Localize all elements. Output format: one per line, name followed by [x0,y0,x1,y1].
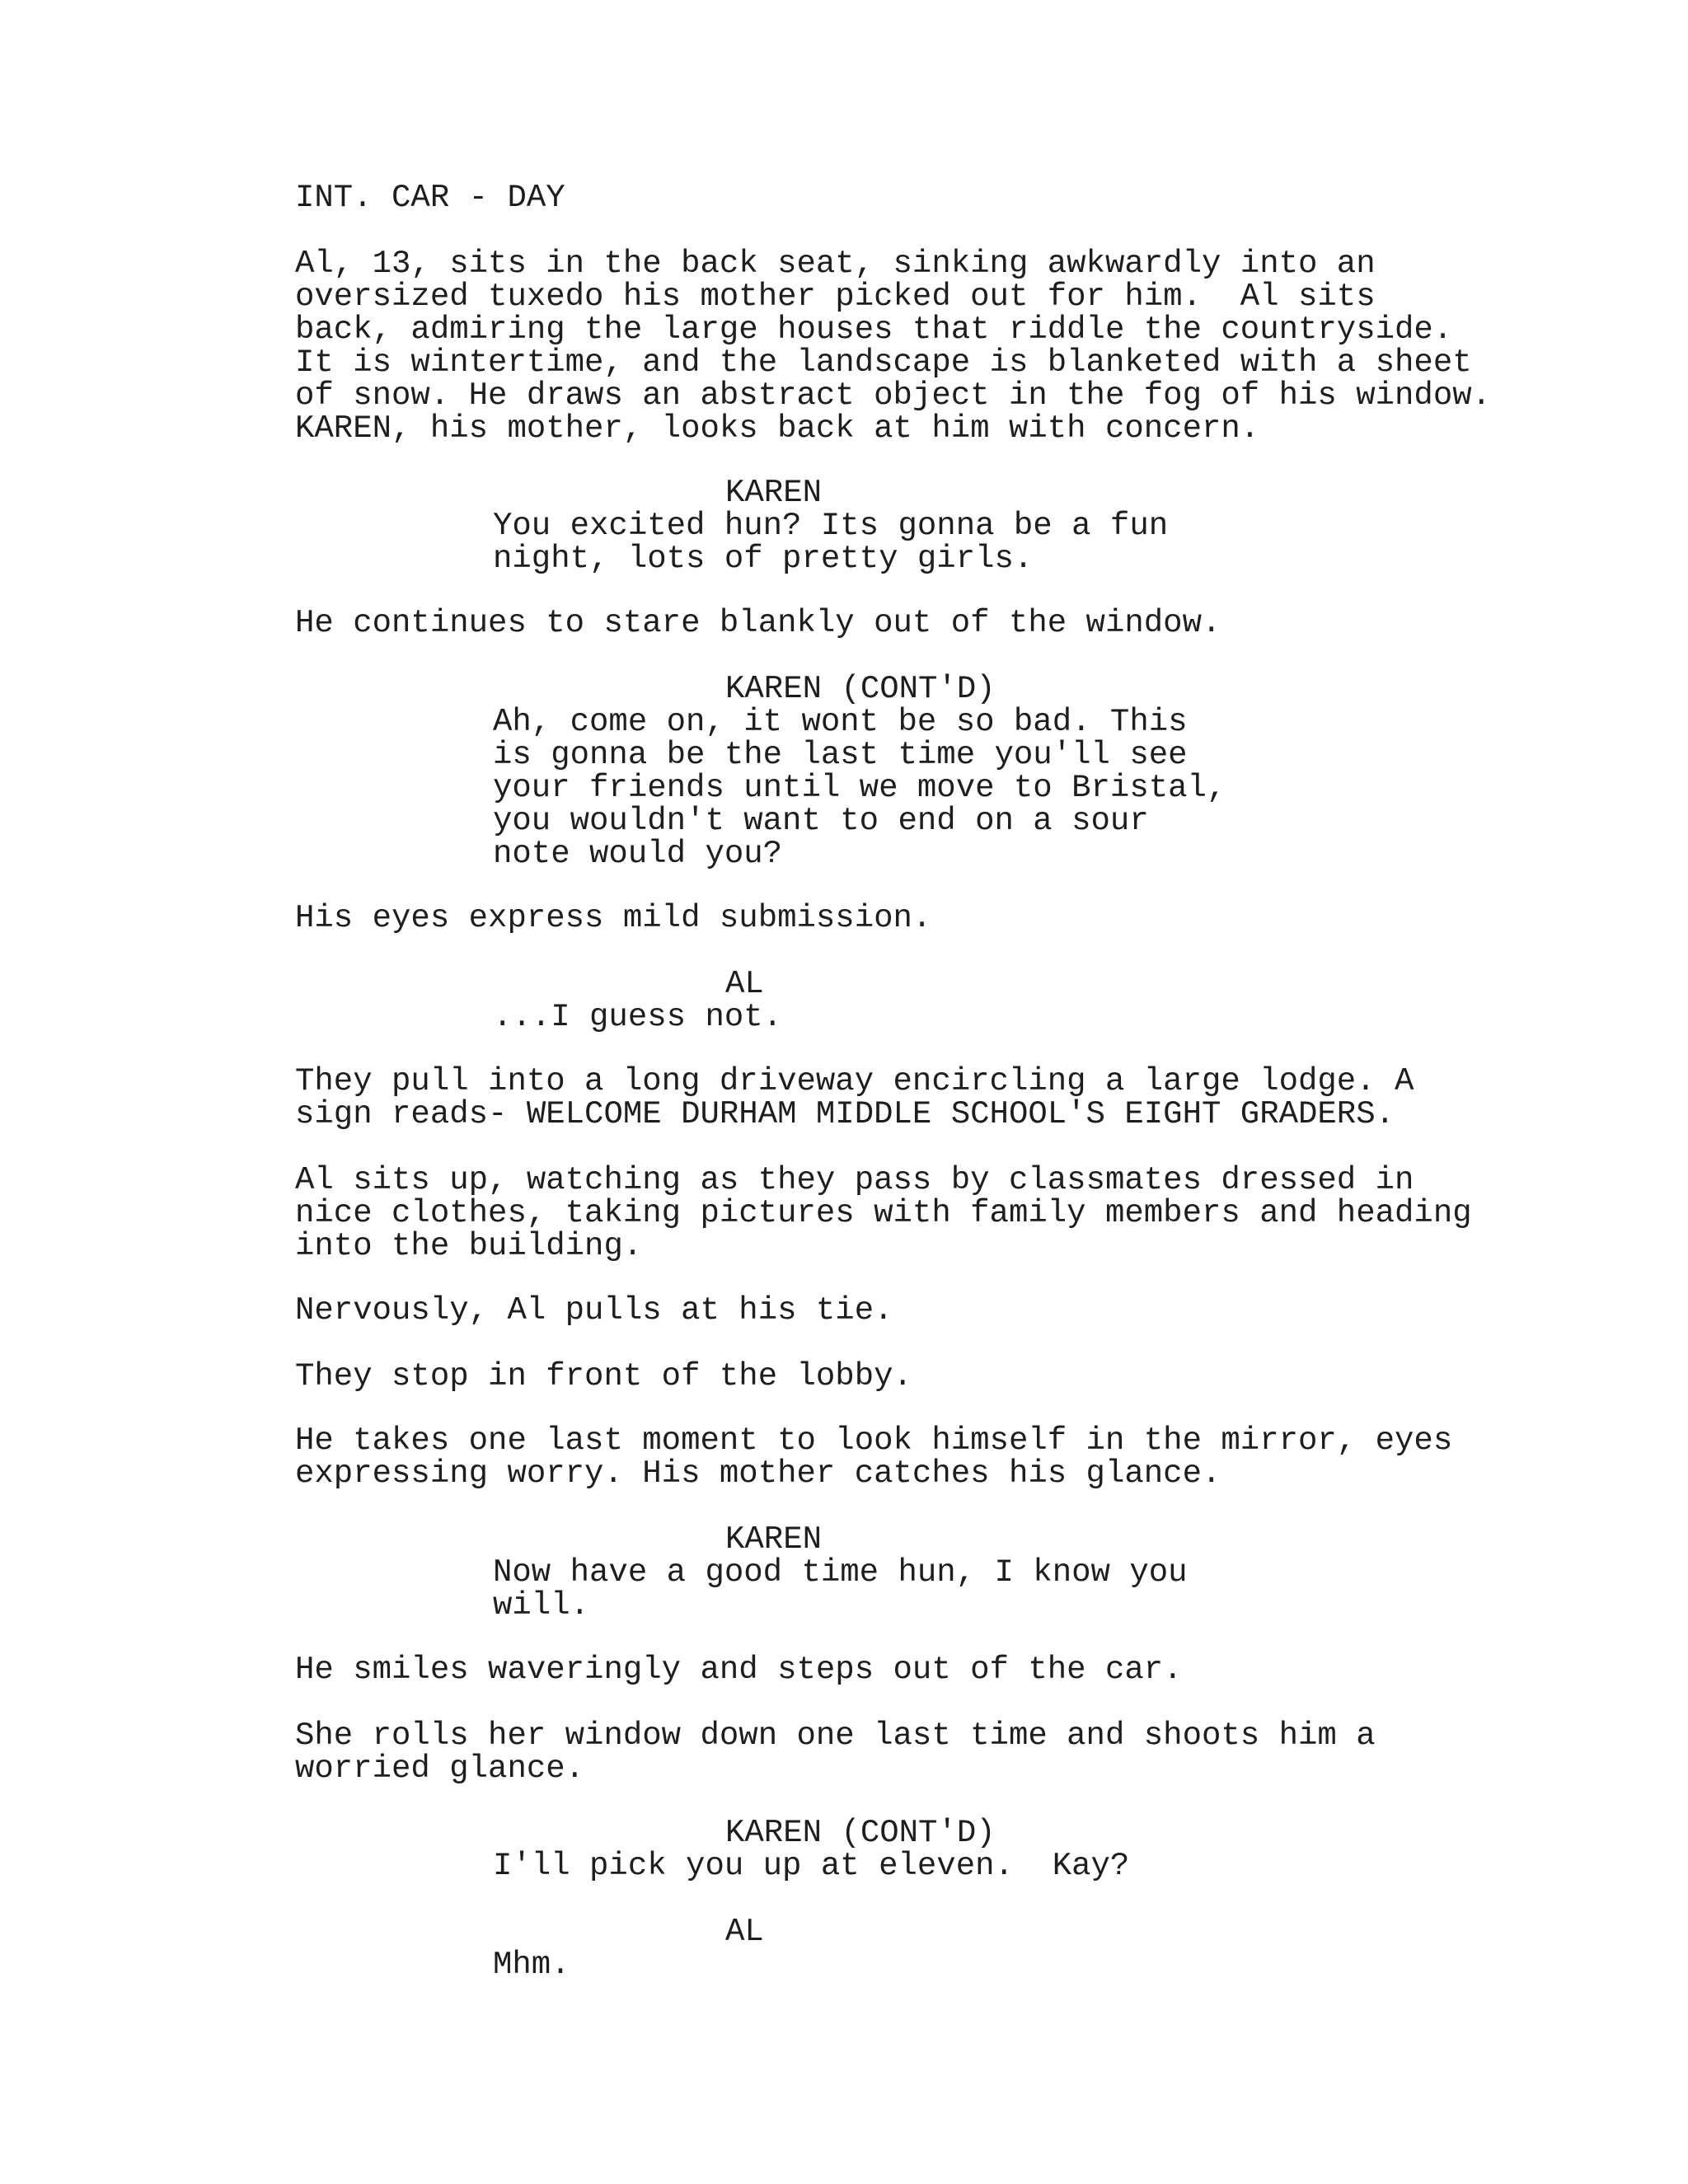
action-line: He takes one last moment to look himself in the mirror, eyes [295,1422,1453,1459]
dialogue-line: I'll pick you up at eleven. Kay? [493,1848,1130,1884]
action-line: oversized tuxedo his mother picked out for him. Al sits [295,279,1376,315]
character-cue: KAREN [725,475,823,511]
character-cue: KAREN (CONT'D) [725,671,996,707]
dialogue-line: Mhm. [493,1947,570,1983]
dialogue-line: will. [493,1587,590,1624]
action-line: KAREN, his mother, looks back at him with concern. [295,410,1260,447]
dialogue-line: note would you? [493,836,783,872]
character-cue: KAREN [725,1521,823,1558]
dialogue-line: You excited hun? Its gonna be a fun [493,508,1169,544]
action-line: back, admiring the large houses that riddle the countryside. [295,312,1453,348]
action-line: Al sits up, watching as they pass by classmates dressed in [295,1162,1414,1198]
dialogue-line: is gonna be the last time you'll see [493,737,1188,773]
dialogue-line: you wouldn't want to end on a sour [493,803,1149,839]
action-line: sign reads- WELCOME DURHAM MIDDLE SCHOOL'S EIGHT GRADERS. [295,1096,1395,1132]
dialogue-line: ...I guess not. [493,999,783,1035]
action-line: nice clothes, taking pictures with family members and heading [295,1195,1472,1231]
dialogue-line: night, lots of pretty girls. [493,541,1034,577]
action-line: It is wintertime, and the landscape is blanketed with a sheet [295,344,1472,381]
scene-heading: INT. CAR - DAY [295,180,565,216]
action-line: He smiles waveringly and steps out of the car. [295,1652,1183,1688]
action-line: He continues to stare blankly out of the window. [295,605,1221,641]
dialogue-line: your friends until we move to Bristal, [493,770,1226,806]
action-line: of snow. He draws an abstract object in the fog of his window. [295,377,1492,414]
action-line: into the building. [295,1228,643,1264]
action-line: expressing worry. His mother catches his glance. [295,1455,1221,1492]
character-cue: AL [725,966,764,1002]
character-cue: AL [725,1914,764,1950]
action-line: They stop in front of the lobby. [295,1358,912,1394]
action-line: Al, 13, sits in the back seat, sinking awkwardly into an [295,246,1376,282]
action-line: She rolls her window down one last time and shoots him a [295,1718,1376,1754]
action-line: They pull into a long driveway encircling a large lodge. A [295,1063,1414,1099]
action-line: worried glance. [295,1750,585,1787]
action-line: His eyes express mild submission. [295,900,932,936]
dialogue-line: Now have a good time hun, I know you [493,1554,1188,1591]
character-cue: KAREN (CONT'D) [725,1815,996,1851]
action-line: Nervously, Al pulls at his tie. [295,1292,893,1329]
dialogue-line: Ah, come on, it wont be so bad. This [493,704,1188,740]
